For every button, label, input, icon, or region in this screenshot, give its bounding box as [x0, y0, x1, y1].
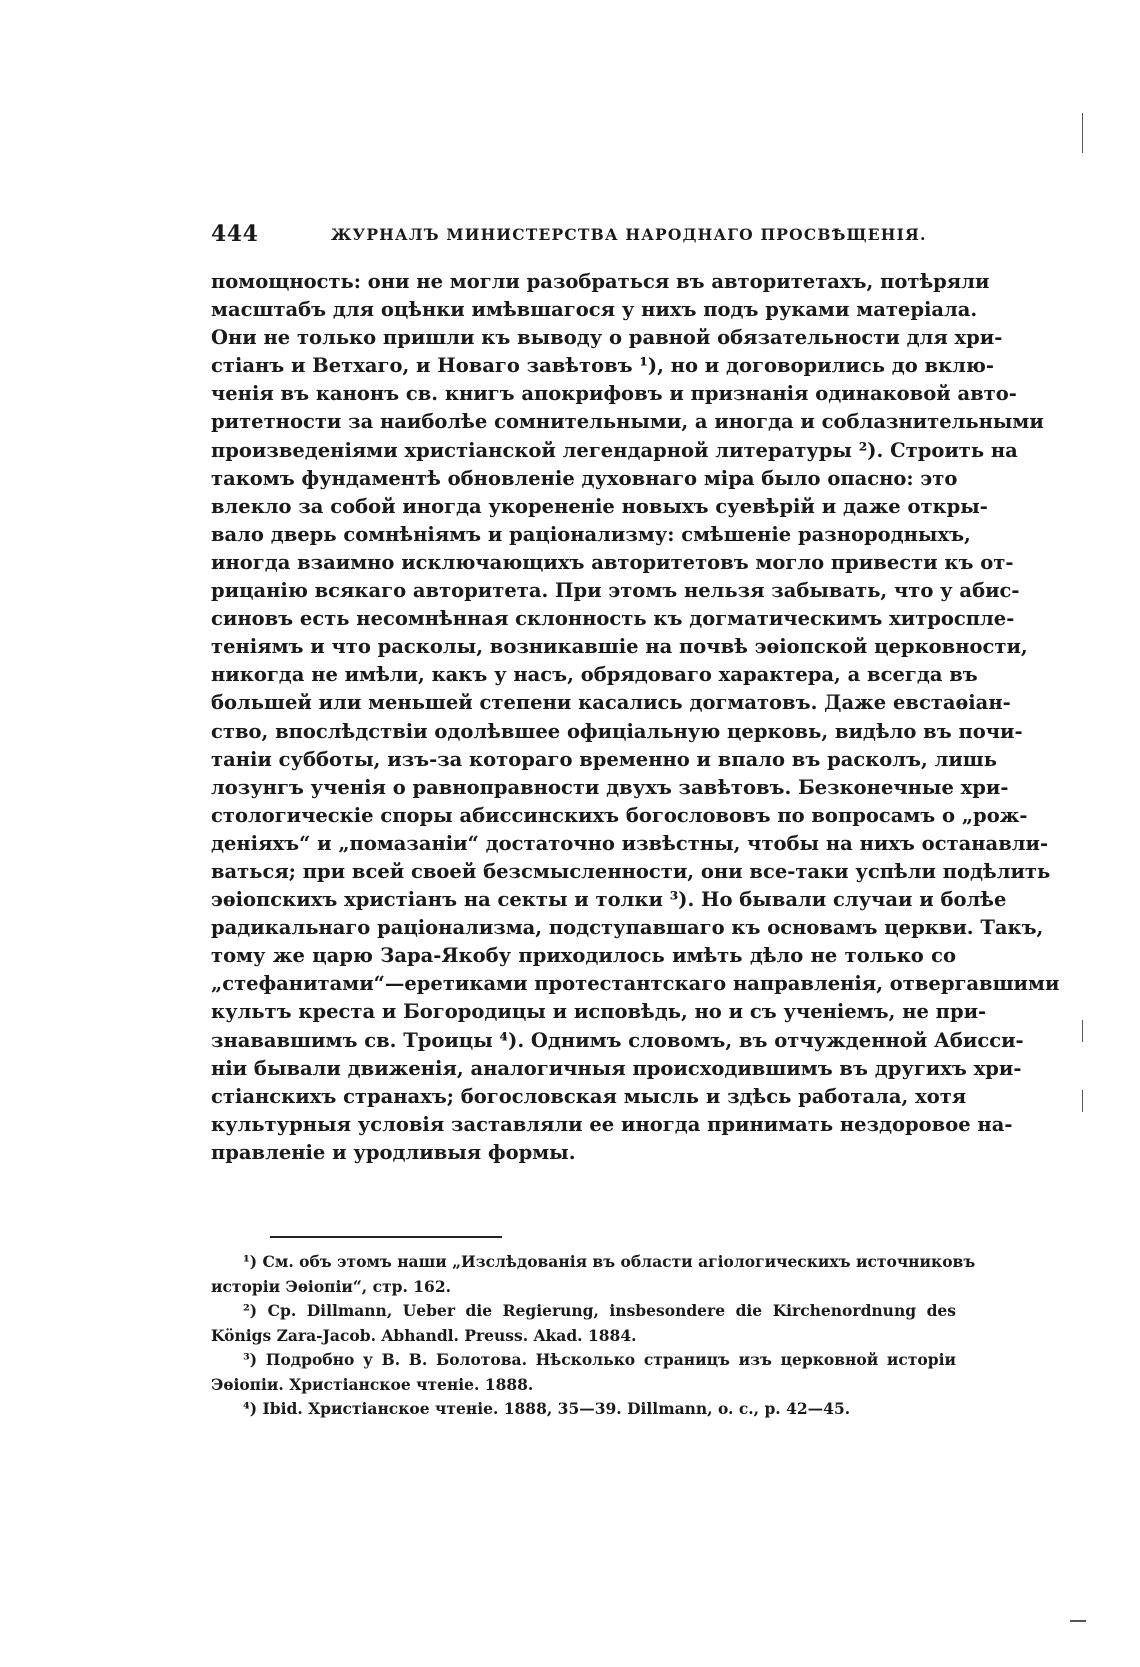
footnote-1: ¹) См. объ этомъ наши „Изслѣдованія въ области агіологическихъ источниковъ: [243, 1252, 976, 1271]
text-line: такомъ фундаментѣ обновленіе духовнаго міра было опасно: это: [211, 466, 958, 490]
text-line: ритетности за наиболѣе сомнительными, а иногда и соблазнительными: [211, 410, 1044, 434]
text-line: ство, впослѣдствіи одолѣвшее офиціальную церковь, видѣло въ почи-: [211, 719, 1023, 743]
text-line: большей или меньшей степени касались догматовъ. Даже евстаѳіан-: [211, 691, 1011, 715]
text-line: иногда взаимно исключающихъ авторитетовъ могло привести къ от-: [211, 550, 1014, 574]
page-header: [211, 221, 956, 251]
text-line: стіанскихъ странахъ; богословская мысль и здѣсь работала, хотя: [211, 1084, 967, 1108]
footnotes: [211, 1250, 976, 1422]
text-line: лозунгъ ученія о равноправности двухъ завѣтовъ. Безконечные хри-: [211, 775, 1009, 799]
text-line: вало дверь сомнѣніямъ и раціонализму: смѣшеніе разнородныхъ,: [211, 522, 971, 546]
text-line: деніяхъ“ и „помазаніи“ достаточно извѣстны, чтобы на нихъ останавли-: [211, 831, 1049, 855]
footnote-3: ³) Подробно у В. В. Болотова. Нѣсколько страницъ изъ церковной исторіи: [243, 1350, 956, 1369]
text-line: культурныя условія заставляли ее иногда принимать нездоровое на-: [211, 1112, 1013, 1136]
footnote-3-cont: Эѳіопіи. Христіанское чтеніе. 1888.: [211, 1374, 534, 1394]
text-line: ваться; при всей своей безсмысленности, они все-таки успѣли подѣлить: [211, 859, 1051, 883]
text-line: произведеніями христіанской легендарной литературы ²). Строить на: [211, 438, 1018, 462]
text-line: радикальнаго раціонализма, подступавшаго къ основамъ церкви. Такъ,: [211, 916, 1044, 940]
text-line: „стефанитами“—еретиками протестантскаго направленія, отвергавшими: [211, 972, 1060, 996]
text-line: масштабъ для оцѣнки имѣвшагося у нихъ подъ руками матеріала.: [211, 298, 978, 322]
scan-mark: [1082, 1020, 1083, 1042]
footnote-2-cont: Königs Zara-Jacob. Abhandl. Preuss. Akad. 1884.: [211, 1325, 637, 1345]
main-text: [211, 268, 1060, 1167]
running-head: ЖУРНАЛЪ МИНИСТЕРСТВА НАРОДНАГО ПРОСВѢЩЕНІЯ.: [331, 225, 927, 244]
text-line: рицанію всякаго авторитета. При этомъ нельзя забывать, что у абис-: [211, 579, 1020, 603]
footnote-1-cont: исторіи Эѳіопіи“, стр. 162.: [211, 1276, 452, 1296]
text-line: культъ креста и Богородицы и исповѣдь, но и съ ученіемъ, не при-: [211, 1000, 987, 1024]
text-line: стіанъ и Ветхаго, и Новаго завѣтовъ ¹), но и договорились до вклю-: [211, 354, 995, 378]
footnote-4: ⁴) Ibid. Христіанское чтеніе. 1888, 35—39. Dillmann, o. c., p. 42—45.: [243, 1399, 851, 1418]
text-line: эѳіопскихъ христіанъ на секты и толки ³). Но бывали случаи и болѣе: [211, 888, 1007, 912]
page-number: 444: [211, 221, 259, 247]
text-line: ченія въ канонъ св. книгъ апокрифовъ и признанія одинаковой авто-: [211, 382, 1017, 406]
text-line: теніямъ и что расколы, возникавшіе на почвѣ эѳіопской церковности,: [211, 635, 1028, 659]
scan-mark: [1070, 1620, 1086, 1622]
text-line-last: правленіе и уродливыя формы.: [211, 1140, 576, 1164]
scan-mark: [1082, 113, 1083, 153]
footnote-rule: [270, 1236, 502, 1238]
text-line: ніи бывали движенія, аналогичныя происходившимъ въ другихъ хри-: [211, 1056, 1022, 1080]
text-line: знававшимъ св. Троицы ⁴). Однимъ словомъ, въ отчужденной Абисси-: [211, 1028, 1024, 1052]
text-line: таніи субботы, изъ-за котораго временно и впало въ расколъ, лишь: [211, 747, 997, 771]
text-line: тому же царю Зара-Якобу приходилось имѣть дѣло не только со: [211, 944, 956, 968]
text-line: помощность: они не могли разобраться въ авторитетахъ, потѣряли: [211, 270, 990, 293]
text-line: влекло за собой иногда укорененіе новыхъ суевѣрій и даже откры-: [211, 494, 988, 518]
text-line: стологическіе споры абиссинскихъ богослововъ по вопросамъ о „рож-: [211, 803, 1028, 827]
text-line: никогда не имѣли, какъ у насъ, обрядоваго характера, а всегда въ: [211, 663, 978, 687]
scan-mark: [1082, 1090, 1083, 1112]
text-line: Они не только пришли къ выводу о равной обязательности для хри-: [211, 326, 1003, 350]
text-line: синовъ есть несомнѣнная склонность къ догматическимъ хитроспле-: [211, 607, 1015, 631]
footnote-2: ²) Ср. Dillmann, Ueber die Regierung, insbesondere die Kirchenordnung des: [243, 1301, 956, 1320]
